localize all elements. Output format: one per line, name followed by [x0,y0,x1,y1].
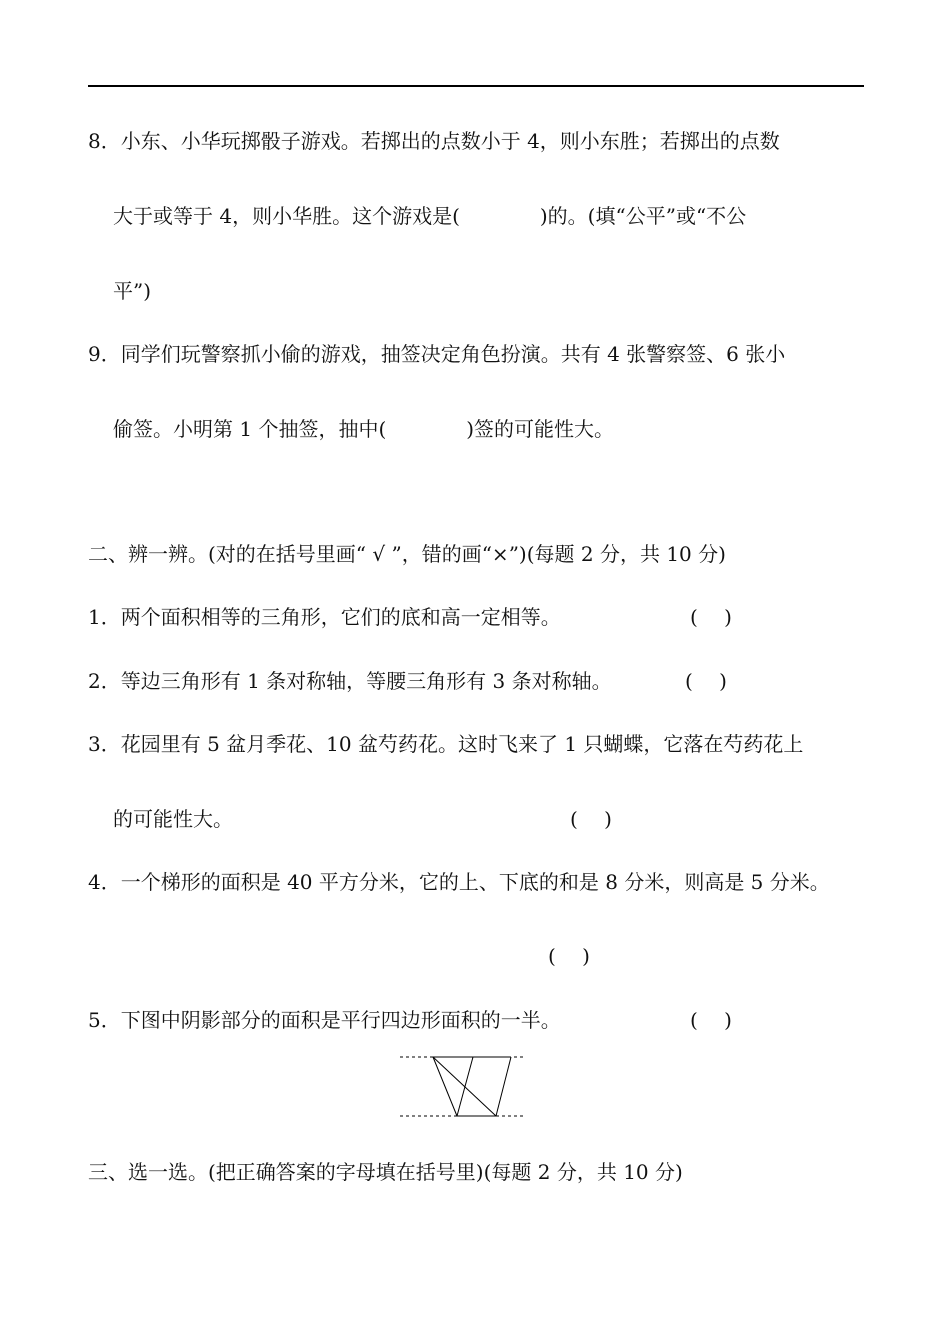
q9-line-2: 偷签。小明第 1 个抽签，抽中( )签的可能性大。 [113,417,615,441]
q8-line-2: 大于或等于 4，则小华胜。这个游戏是( )的。(填“公平”或“不公 [113,204,747,228]
diagonal-2 [457,1057,473,1116]
judge-q3-line-1: 3．花园里有 5 盆月季花、10 盆芍药花。这时飞来了 1 只蝴蝶，它落在芍药花上 [88,732,804,756]
judge-q2-answer-paren[interactable]: ( ) [685,669,727,693]
choice-section-title: 三、选一选。(把正确答案的字母填在括号里)(每题 2 分，共 10 分) [88,1160,683,1184]
judge-q3-answer-paren[interactable]: ( ) [570,807,612,831]
judge-q2: 2．等边三角形有 1 条对称轴，等腰三角形有 3 条对称轴。 [88,669,612,693]
judge-section-title: 二、辨一辨。(对的在括号里画“ √ ”，错的画“×”)(每题 2 分，共 10 分) [88,542,726,566]
right-side [496,1057,511,1116]
header-rule [88,85,864,87]
q8-line-1: 8．小东、小华玩掷骰子游戏。若掷出的点数小于 4，则小东胜；若掷出的点数 [88,129,780,153]
judge-q5-answer-paren[interactable]: ( ) [690,1008,732,1032]
judge-q4-answer-paren[interactable]: ( ) [548,944,590,968]
judge-q5: 5．下图中阴影部分的面积是平行四边形面积的一半。 [88,1008,561,1032]
judge-q1: 1．两个面积相等的三角形，它们的底和高一定相等。 [88,605,561,629]
q9-line-1: 9．同学们玩警察抓小偷的游戏，抽签决定角色扮演。共有 4 张警察签、6 张小 [88,342,786,366]
q8-line-3: 平”) [113,279,152,303]
left-side [433,1057,457,1116]
judge-q3-line-2: 的可能性大。 [113,807,233,831]
judge-q4: 4．一个梯形的面积是 40 平方分米，它的上、下底的和是 8 分米，则高是 5 分米。 [88,870,830,894]
judge-q1-answer-paren[interactable]: ( ) [690,605,732,629]
parallelogram-figure [400,1053,530,1117]
